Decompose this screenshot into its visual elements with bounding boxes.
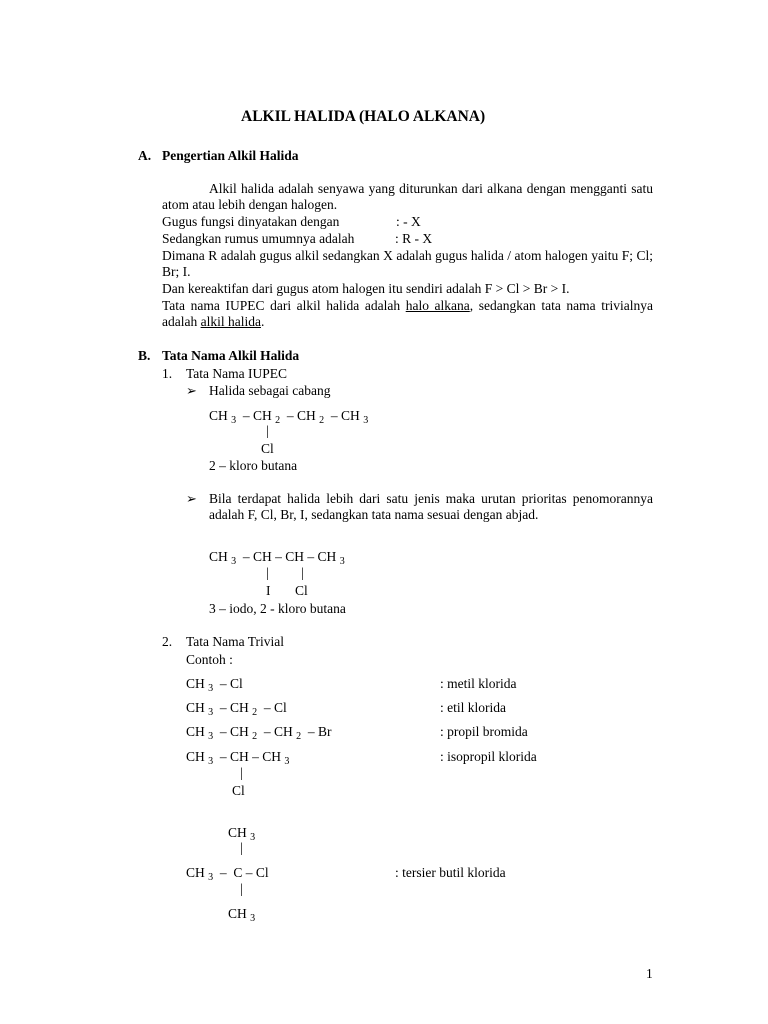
- bond-bar: |: [266, 424, 269, 439]
- halo-alkana-term: halo alkana: [405, 298, 470, 313]
- para-alkil-halida: Alkil halida adalah senyawa yang diturunkan dari alkana dengan mengganti satu atom atau lebih dengan halogen.: [162, 181, 653, 212]
- formula-token: CH: [285, 549, 305, 564]
- iodine-label: I: [266, 583, 271, 598]
- formula-2-kloro-butana: [209, 408, 368, 426]
- formula-token: –: [219, 865, 227, 880]
- formula-token: CH: [262, 749, 282, 764]
- formula-isopropil-klorida: [186, 749, 289, 767]
- formula-token: 2: [252, 707, 258, 718]
- formula-token: 3: [250, 832, 256, 843]
- formula-3-iodo-2-kloro-butana: [209, 549, 345, 567]
- formula-token: 3: [208, 683, 214, 694]
- arrow-bullet-icon: ➢: [186, 383, 197, 398]
- formula-token: – CH –: [242, 549, 282, 564]
- formula-token: CH: [186, 676, 205, 691]
- name-tersier-butil-klorida: : tersier butil klorida: [395, 865, 506, 880]
- formula-token: 2: [252, 731, 258, 742]
- bond-bar: |: [301, 566, 304, 581]
- contoh-label: Contoh :: [186, 652, 233, 667]
- formula-token: – Cl: [219, 676, 243, 691]
- tata-nama-paragraph: [162, 298, 653, 330]
- formula-token: – Br: [307, 724, 332, 739]
- formula-token: 3: [231, 556, 237, 567]
- rumus-umum-value: : R - X: [395, 231, 433, 246]
- chlorine-label: Cl: [232, 783, 245, 798]
- trivial-title: Tata Nama Trivial: [186, 634, 285, 649]
- bond-bar: |: [266, 566, 269, 581]
- gugus-fungsi-label: Gugus fungsi dinyatakan dengan: [162, 214, 340, 229]
- page-number: 1: [646, 966, 653, 981]
- example-name-3-iodo: 3 – iodo, 2 - kloro butana: [209, 601, 346, 616]
- formula-token: 3: [208, 756, 214, 767]
- formula-token: – Cl: [263, 700, 287, 715]
- formula-token: – CH: [330, 408, 360, 423]
- formula-token: – CH: [263, 724, 293, 739]
- formula-token: CH: [317, 549, 337, 564]
- formula-token: – CH: [219, 700, 249, 715]
- iupac-title: Tata Nama IUPEC: [186, 366, 288, 381]
- section-b-heading: Tata Nama Alkil Halida: [162, 348, 300, 363]
- iupac-number: 1.: [162, 366, 173, 381]
- name-metil-klorida: : metil klorida: [440, 676, 517, 691]
- example-name-2-kloro-butana: 2 – kloro butana: [209, 458, 298, 473]
- formula-token: – CH: [219, 724, 249, 739]
- formula-token: CH: [186, 865, 205, 880]
- bullet-halida-cabang: Halida sebagai cabang: [209, 383, 331, 398]
- formula-token: 3: [231, 415, 237, 426]
- tata-nama-text-2: , sedangkan tata nama trivialnya adalah: [162, 298, 653, 329]
- formula-token: – CH: [286, 408, 316, 423]
- formula-token: 3: [208, 731, 214, 742]
- formula-token: CH: [209, 549, 228, 564]
- formula-token: – Cl: [245, 865, 269, 880]
- formula-token: CH: [228, 906, 247, 921]
- tata-nama-end: .: [260, 314, 265, 329]
- dimana-paragraph: Dimana R adalah gugus alkil sedangkan X adalah gugus halida / atom halogen yaitu F; Cl; Br; I.: [162, 248, 653, 279]
- formula-token: CH: [186, 749, 205, 764]
- formula-token: 2: [275, 415, 281, 426]
- page-title: ALKIL HALIDA (HALO ALKANA): [241, 108, 486, 125]
- rumus-umum-label: Sedangkan rumus umumnya adalah: [162, 231, 355, 246]
- formula-token: 3: [208, 872, 214, 883]
- formula-token: 2: [296, 731, 302, 742]
- formula-etil-klorida: [186, 700, 287, 718]
- section-a-paragraph: [162, 181, 653, 213]
- section-b-label: B.: [138, 348, 151, 363]
- formula-tersier-butil-klorida: [186, 865, 269, 883]
- bond-bar: |: [240, 841, 243, 856]
- formula-token: C: [233, 865, 243, 880]
- formula-token: CH: [186, 700, 205, 715]
- name-etil-klorida: : etil klorida: [440, 700, 506, 715]
- formula-token: –: [307, 549, 315, 564]
- formula-token: – CH –: [219, 749, 259, 764]
- formula-metil-klorida: [186, 676, 243, 694]
- name-propil-bromida: : propil bromida: [440, 724, 528, 739]
- formula-token: 3: [284, 756, 290, 767]
- bond-bar: |: [240, 766, 243, 781]
- formula-methyl-bottom: [228, 906, 255, 924]
- chlorine-label: Cl: [261, 441, 274, 456]
- name-isopropil-klorida: : isopropil klorida: [440, 749, 537, 764]
- formula-token: CH: [209, 408, 228, 423]
- section-a-label: A.: [138, 148, 152, 163]
- formula-token: 3: [339, 556, 345, 567]
- bond-bar: |: [240, 882, 243, 897]
- formula-token: CH: [228, 825, 247, 840]
- formula-propil-bromida: [186, 724, 332, 742]
- formula-token: CH: [186, 724, 205, 739]
- formula-token: 3: [363, 415, 369, 426]
- bullet-prioritas: Bila terdapat halida lebih dari satu jenis maka urutan prioritas penomorannya adalah F, Cl, Br, I, sedangkan tata nama sesuai dengan abjad.: [209, 491, 653, 522]
- kereaktifan-text: Dan kereaktifan dari gugus atom halogen itu sendiri adalah F > Cl > Br > I.: [162, 281, 570, 296]
- section-a-heading: Pengertian Alkil Halida: [162, 148, 299, 163]
- formula-token: 2: [319, 415, 325, 426]
- arrow-bullet-icon: ➢: [186, 491, 197, 506]
- formula-token: – CH: [242, 408, 272, 423]
- formula-token: 3: [250, 913, 256, 924]
- trivial-number: 2.: [162, 634, 173, 649]
- chlorine-label: Cl: [295, 583, 308, 598]
- alkil-halida-term: alkil halida: [200, 314, 261, 329]
- tata-nama-text-1: Tata nama IUPEC dari alkil halida adalah: [162, 298, 401, 313]
- gugus-fungsi-value: : - X: [396, 214, 421, 229]
- formula-token: 3: [208, 707, 214, 718]
